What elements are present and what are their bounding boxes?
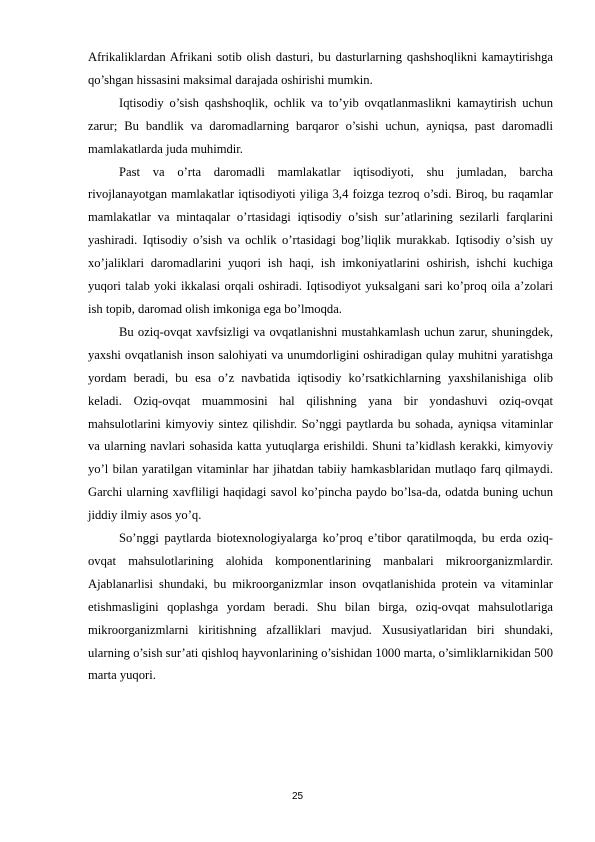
page-body: [88, 46, 553, 687]
paragraph-biotechnology: So’nggi paytlarda biotexnologiyalarga ko’proq e’tibor qaratilmoqda, bu erda oziq-ovqat mahsulotlarining alohida komponentlarining manbalari mikroorganizmlardir. Ajablanarlisi shundaki, bu mikroorganizmlar inson ovqatlanishida protein va vitaminlar etishmasligini qoplashga yordam beradi. Shu bilan birga, oziq-ovqat mahsulotlariga mikroorganizmlarni kiritishning afzalliklari mavjud. Xususiyatlaridan biri shundaki, ularning o’sish sur’ati qishloq hayvonlarining o’sishidan 1000 marta, o’simliklarnikidan 500 marta yuqori.: [88, 531, 553, 683]
paragraph-economic-growth: Iqtisodiy o’sish qashshoqlik, ochlik va to’yib ovqatlanmaslikni kamaytirish uchun zarur; Bu bandlik va daromadlarning barqaror o’sishi uchun, ayniqsa, past daromadli mamlakatlarda juda muhimdir.: [88, 95, 553, 156]
paragraph-food-security: Bu oziq-ovqat xavfsizligi va ovqatlanishni mustahkamlash uchun zarur, shuningdek, yaxshi ovqatlanish inson salohiyati va unumdorligini oshiradigan qulay muhitni yaratishga yordam beradi, bu esa o’z navbatida iqtisodiy ko’rsatkichlarning yaxshilanishiga olib keladi. Oziq-ovqat muammosini hal qilishning yana bir yondashuvi oziq-ovqat mahsulotlarini kimyoviy sintez qilishdir. So’nggi paytlarda bu sohada, ayniqsa vitaminlar va ularning navlari sohasida katta yutuqlarga erishildi. Shuni ta’kidlash kerakki, kimyoviy yo’l bilan yaratilgan vitaminlar har jihatdan tabiiy hamkasblaridan mutlaqo farq qilmaydi. Garchi ularning xavfliligi haqidagi savol ko’pincha paydo bo’lsa-da, odatda buning uchun jiddiy ilmiy asos yo’q.: [88, 324, 553, 523]
paragraph-income-countries: Past va o’rta daromadli mamlakatlar iqtisodiyoti, shu jumladan, barcha rivojlanayotgan mamlakatlar iqtisodiyoti yiliga 3,4 foizga tezroq o’sdi. Biroq, bu raqamlar mamlakatlar va mintaqalar o’rtasidagi iqtisodiy o’sish sur’atlarining sezilarli farqlarini yashiradi. Iqtisodiy o’sish va ochlik o’rtasidagi bog’liqlik murakkab. Iqtisodiy o’sish uy xo’jaliklari daromadlarini yuqori ish haqi, ish imkoniyatlarini oshirish, ishchi kuchiga yuqori talab yoki ikkalasi orqali oshiradi. Iqtisodiyot yuksalgani sari ko’proq oila a’zolari ish topib, daromad olish imkoniga ega bo’lmoqda.: [88, 164, 553, 316]
page-number: 25: [291, 791, 304, 802]
paragraph-continuation: Afrikaliklardan Afrikani sotib olish dasturi, bu dasturlarning qashshoqlikni kamaytirishga qo’shgan hissasini maksimal darajada oshirishi mumkin.: [88, 50, 553, 87]
